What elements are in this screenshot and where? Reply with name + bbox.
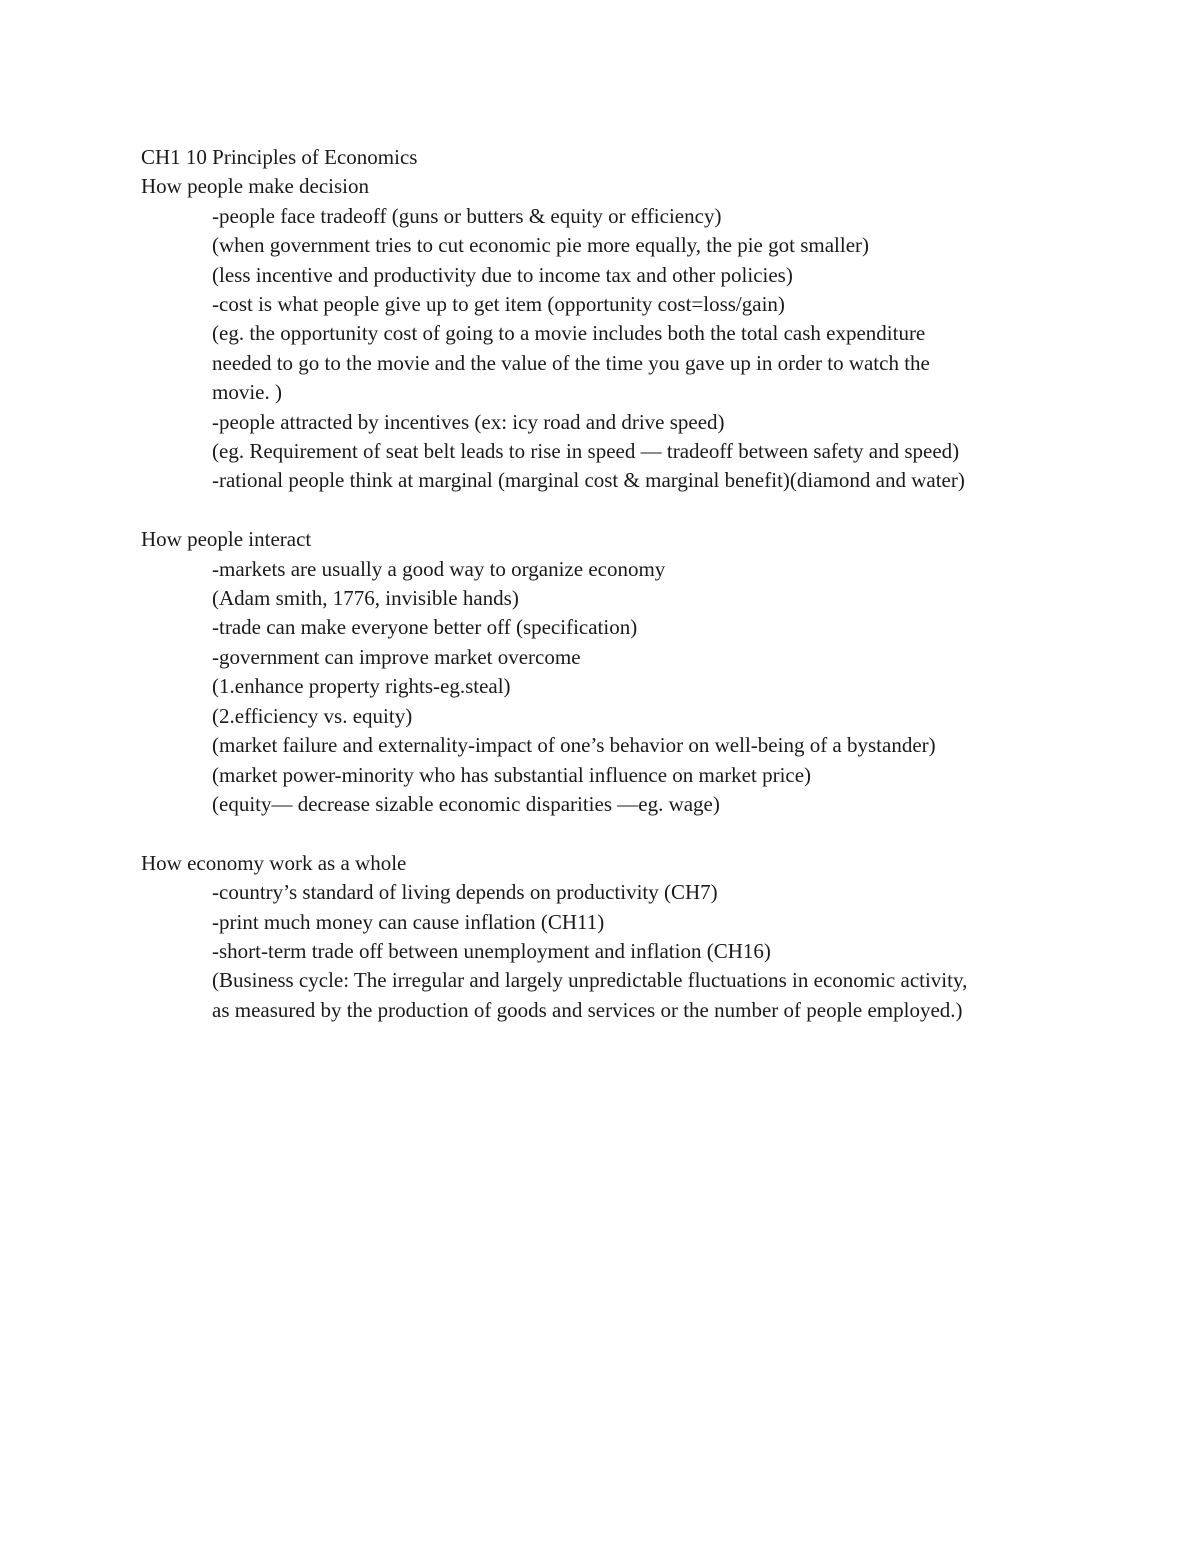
note-line: (less incentive and productivity due to income tax and other policies) bbox=[212, 262, 793, 287]
blank-line bbox=[141, 819, 1101, 848]
note-line: (market failure and externality-impact of one’s behavior on well-being of a bystander) bbox=[212, 733, 936, 758]
note-line: -government can improve market overcome bbox=[212, 644, 581, 669]
document-body bbox=[141, 143, 1101, 1025]
note-line: -rational people think at marginal (marginal cost & marginal benefit)(diamond and water) bbox=[212, 468, 965, 493]
note-line: -people face tradeoff (guns or butters & equity or efficiency) bbox=[212, 203, 722, 228]
note-line: (equity— decrease sizable economic disparities —eg. wage) bbox=[212, 791, 720, 816]
section-heading-decisions: How people make decision bbox=[141, 174, 370, 199]
note-line: -country’s standard of living depends on productivity (CH7) bbox=[212, 880, 718, 905]
note-line: -people attracted by incentives (ex: icy road and drive speed) bbox=[212, 409, 725, 434]
note-line: (Adam smith, 1776, invisible hands) bbox=[212, 586, 519, 611]
note-line: -trade can make everyone better off (specification) bbox=[212, 615, 638, 640]
note-line: -print much money can cause inflation (CH11) bbox=[212, 909, 605, 934]
blank-line bbox=[141, 496, 1101, 525]
note-line: -cost is what people give up to get item (opportunity cost=loss/gain) bbox=[212, 292, 785, 317]
note-line: as measured by the production of goods and services or the number of people employed.) bbox=[212, 997, 963, 1022]
note-line: (1.enhance property rights-eg.steal) bbox=[212, 674, 511, 699]
note-line: -markets are usually a good way to organize economy bbox=[212, 556, 666, 581]
note-line: movie. ) bbox=[212, 380, 282, 405]
document-title: CH1 10 Principles of Economics bbox=[141, 145, 418, 169]
section-heading-economy: How economy work as a whole bbox=[141, 850, 407, 875]
note-line: (2.efficiency vs. equity) bbox=[212, 703, 413, 728]
section-heading-interact: How people interact bbox=[141, 527, 312, 552]
note-line: (market power-minority who has substantial influence on market price) bbox=[212, 762, 812, 787]
note-line: needed to go to the movie and the value of the time you gave up in order to watch the bbox=[212, 350, 930, 375]
note-line: (eg. the opportunity cost of going to a movie includes both the total cash expenditure bbox=[212, 321, 926, 346]
note-line: (when government tries to cut economic pie more equally, the pie got smaller) bbox=[212, 233, 870, 258]
note-line: (eg. Requirement of seat belt leads to rise in speed — tradeoff between safety and speed) bbox=[212, 439, 960, 464]
note-line: (Business cycle: The irregular and largely unpredictable fluctuations in economic activity, bbox=[212, 968, 968, 993]
note-line: -short-term trade off between unemployment and inflation (CH16) bbox=[212, 938, 771, 963]
